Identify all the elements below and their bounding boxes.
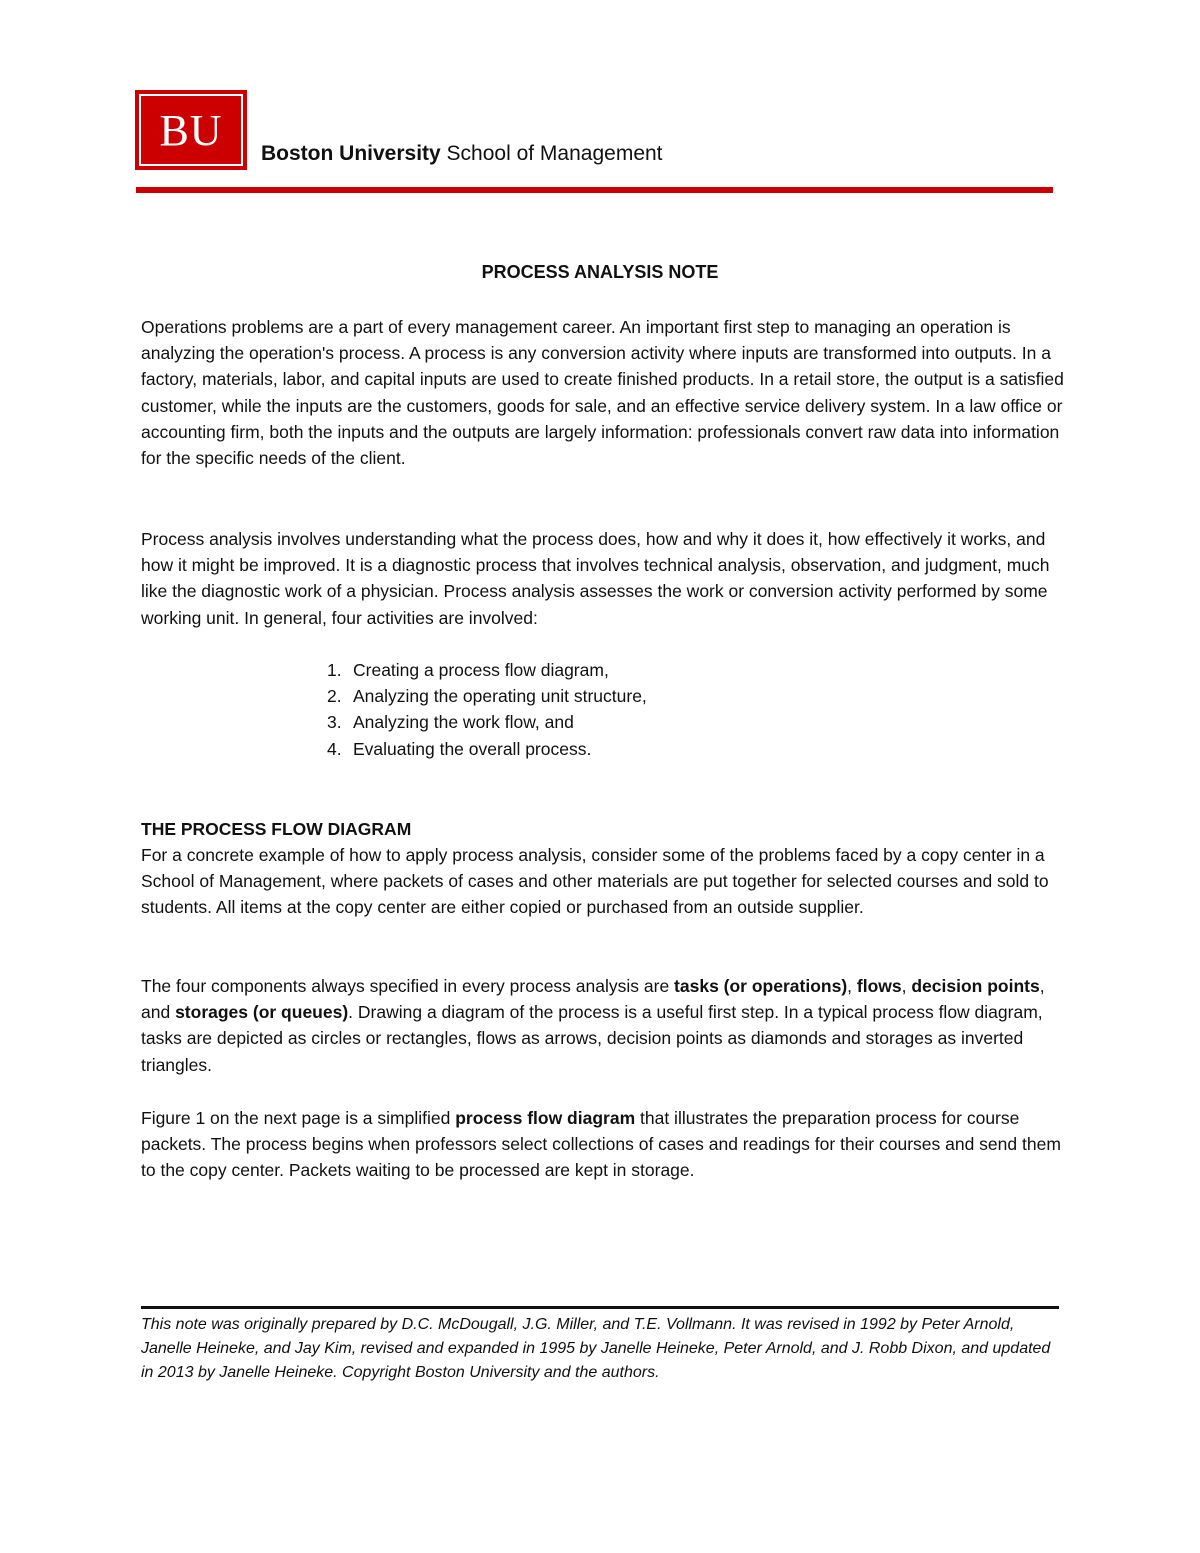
list-item-number: 3.: [327, 712, 342, 733]
text-run: The four components always specified in every process analysis are: [141, 976, 675, 996]
bold-term: process flow diagram: [455, 1108, 636, 1128]
bu-logo: [135, 90, 247, 170]
list-item: [327, 683, 647, 709]
activities-list: [327, 657, 647, 762]
analysis-paragraph: Process analysis involves understanding what the process does, how and why it does it, how effectively it works, and how it might be improved. It is a diagnostic process that involves technical analysis, observation, and judgment, much like the diagnostic work of a physician. Process analysis assesses the work or conversion activity performed by some working unit. In general, four activities are involved:: [141, 529, 1050, 628]
list-item: [327, 736, 647, 762]
list-item: [327, 709, 647, 735]
intro-paragraph: Operations problems are a part of every management career. An important first step to managing an operation is analyzing the operation's process. A process is any conversion activity where inputs are transformed into outputs. In a factory, materials, labor, and capital inputs are used to create finished products. In a retail store, the output is a satisfied customer, while the inputs are the customers, goods for sale, and an effective service delivery system. In a law office or accounting firm, both the inputs and the outputs are largely information: professionals convert raw data into information for the specific needs of the client.: [141, 317, 1064, 469]
list-item: [327, 657, 647, 683]
text-run: ,: [847, 976, 857, 996]
bold-term: storages (or queues): [175, 1002, 349, 1023]
text-run: Figure 1 on the next page is a simplified: [141, 1108, 456, 1128]
list-item-number: 2.: [327, 686, 342, 707]
organization-name-bold: Boston University: [261, 142, 441, 165]
bold-term: flows: [856, 976, 902, 996]
list-item-text: Evaluating the overall process.: [353, 738, 592, 759]
section-heading: THE PROCESS FLOW DIAGRAM: [141, 819, 412, 839]
organization-name: [261, 142, 663, 166]
footnote: This note was originally prepared by D.C. McDougall, J.G. Miller, and T.E. Vollmann. It was revised in 1992 by Peter Arnold, Janelle Heineke, and Jay Kim, revised and expanded in 1995 by Janelle Heineke, Peter Arnold, and J. Robb Dixon, and updated in 2013 by Janelle Heineke. Copyright Boston University and the authors.: [141, 1316, 1051, 1381]
list-item-text: Analyzing the work flow, and: [353, 712, 574, 733]
list-item-text: Analyzing the operating unit structure,: [353, 686, 647, 707]
document-title: PROCESS ANALYSIS NOTE: [481, 262, 719, 282]
figure-intro-paragraph: [141, 1105, 1066, 1184]
bold-term: decision points: [911, 976, 1040, 996]
header-divider: [136, 187, 1053, 193]
copy-center-paragraph: For a concrete example of how to apply process analysis, consider some of the problems faced by a copy center in a School of Management, where packets of cases and other materials are put together for selected courses and sold to students. All items at the copy center are either copied or purchased from an outside supplier.: [141, 845, 1049, 918]
list-item-number: 4.: [327, 738, 342, 759]
footnote-divider: [141, 1306, 1059, 1309]
list-item-text: Creating a process flow diagram,: [353, 660, 609, 680]
list-item-number: 1.: [327, 660, 342, 680]
components-paragraph: [141, 973, 1066, 1078]
bu-logo-text: BU: [139, 94, 243, 166]
text-run: , and: [141, 976, 1045, 1023]
organization-name-rest: School of Management: [440, 142, 663, 165]
bold-term: tasks (or operations): [674, 976, 848, 996]
text-run: ,: [901, 976, 912, 996]
text-run: . Drawing a diagram of the process is a useful first step. In a typical process flow diagram, tasks are depicted as circles or rectangles, flows as arrows, decision points as diamonds and storages as inverted triangles.: [141, 1002, 1043, 1075]
text-run: that illustrates the preparation process for course packets. The process begins when professors select collections of cases and readings for their courses and send them to the copy center. Packets waiting to be processed are kept in storage.: [141, 1108, 1061, 1181]
